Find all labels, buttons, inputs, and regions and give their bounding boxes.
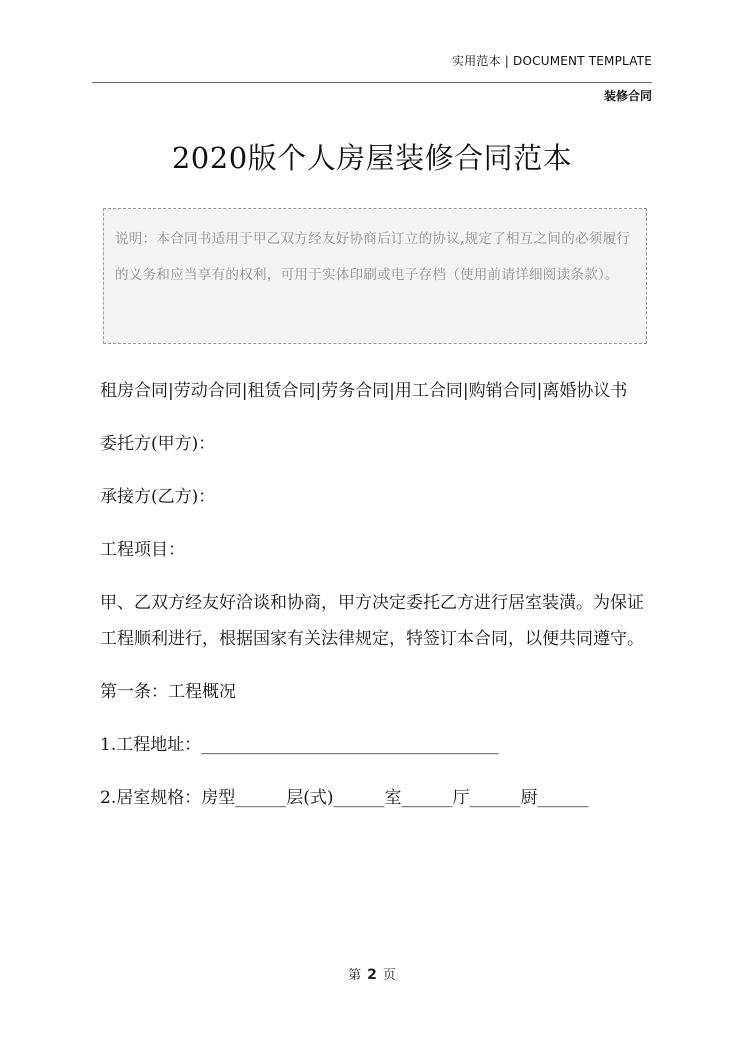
description-note-box <box>103 208 647 344</box>
page-footer <box>0 964 744 983</box>
project-address-line: 1.工程地址：___________________________________ <box>100 735 499 755</box>
document-body <box>100 373 656 833</box>
header-category-label: 装修合同 <box>603 89 652 103</box>
article-one-heading: 第一条：工程概况 <box>100 682 236 702</box>
header-template-label: 实用范本 | DOCUMENT TEMPLATE <box>451 54 652 68</box>
party-a-line: 委托方(甲方)： <box>100 434 216 454</box>
party-b-line: 承接方(乙方)： <box>100 487 216 507</box>
preamble-paragraph: 甲、乙双方经友好洽谈和协商，甲方决定委托乙方进行居室装潢。为保证工程顺利进行，根据国家有关法律规定，特签订本合同，以便共同遵守。 <box>100 593 644 649</box>
page-prefix: 第 <box>348 968 362 983</box>
page-number: 2 <box>367 967 377 983</box>
description-note-text: 说明：本合同书适用于甲乙双方经友好协商后订立的协议,规定了相互之间的必须履行的义务和应当享有的权利，可用于实体印刷或电子存档（使用前请详细阅读条款）。 <box>115 231 631 283</box>
document-title: 2020版个人房屋装修合同范本 <box>171 141 573 175</box>
header-divider <box>92 82 652 83</box>
page-suffix: 页 <box>382 968 396 983</box>
room-spec-line: 2.居室规格：房型______层(式)______室______厅______厨______ <box>100 788 589 808</box>
project-line: 工程项目： <box>100 540 185 560</box>
related-contracts-line: 租房合同|劳动合同|租赁合同|劳务合同|用工合同|购销合同|离婚协议书 <box>100 381 628 401</box>
